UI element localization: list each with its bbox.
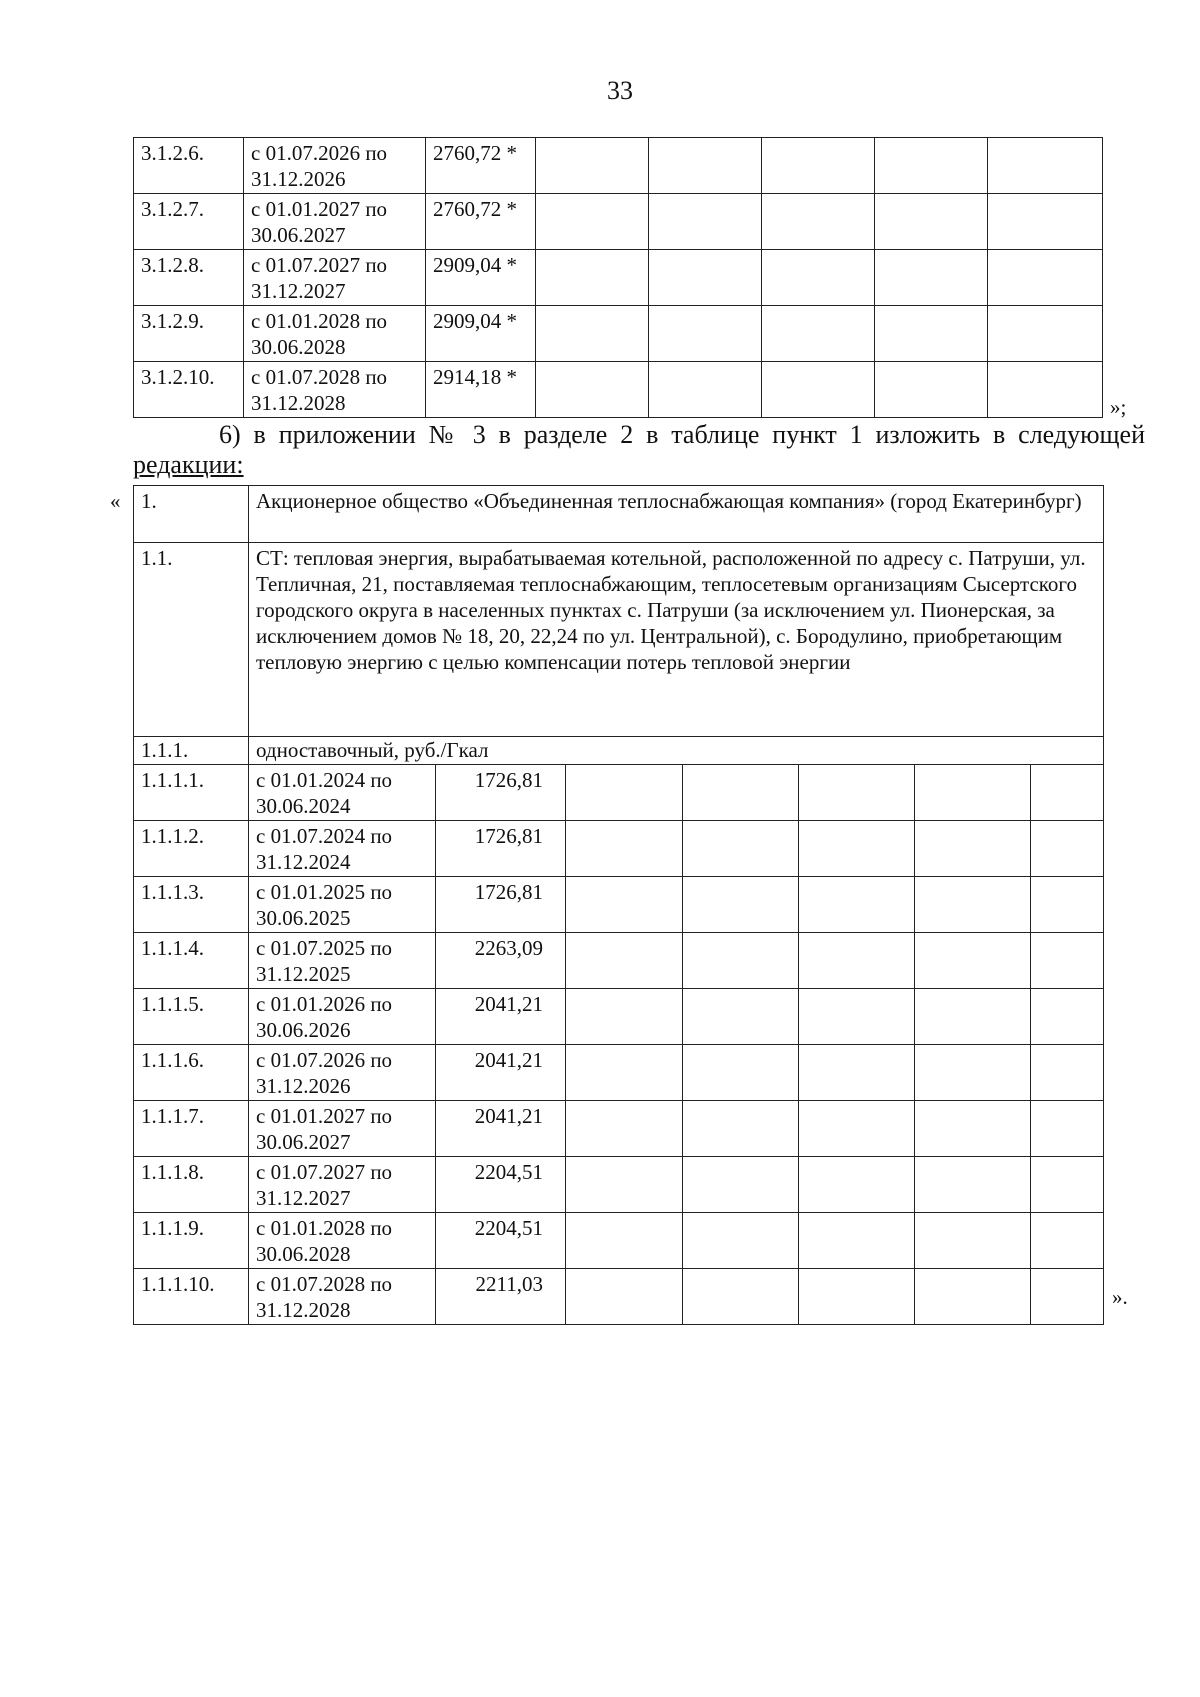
empty-cell [915,1101,1031,1157]
row-code: 1.1.1.6. [134,1045,249,1101]
row-code: 3.1.2.9. [134,306,244,362]
organization-row [134,486,1104,543]
empty-cell [1031,933,1104,989]
empty-cell [566,1101,683,1157]
row-code: 1.1.1.3. [134,877,249,933]
empty-cell [875,306,988,362]
period-cell [244,306,426,362]
empty-cell [875,138,988,194]
tariff-value: 2211,03 [436,1269,566,1325]
empty-cell [915,989,1031,1045]
empty-cell [988,306,1103,362]
empty-cell [799,1269,915,1325]
tariff-value: 2909,04 * [426,250,536,306]
empty-cell [799,933,915,989]
row-code: 1.1. [134,543,249,737]
table-row [134,1269,1104,1325]
period-cell [249,933,436,989]
tariff-value: 2041,21 [436,1045,566,1101]
instruction-last-word: редакции: [133,450,244,479]
empty-cell [536,306,649,362]
empty-cell [799,765,915,821]
empty-cell [649,250,762,306]
empty-cell [799,989,915,1045]
empty-cell [566,1157,683,1213]
tariff-value: 2760,72 * [426,194,536,250]
table-row [134,1101,1104,1157]
empty-cell [988,194,1103,250]
period-cell [249,989,436,1045]
row-code: 1.1.1.4. [134,933,249,989]
empty-cell [566,1213,683,1269]
table-row [134,877,1104,933]
empty-cell [683,1101,799,1157]
rate-type-row [134,737,1104,765]
empty-cell [762,306,875,362]
period-end: 31.12.2027 [256,1186,351,1210]
table-row [134,933,1104,989]
period-cell [249,1269,436,1325]
row-code: 1. [134,486,249,543]
period-end: 31.12.2028 [256,1298,351,1322]
period-cell [249,1045,436,1101]
period-end: 31.12.2027 [251,279,346,303]
empty-cell [683,1157,799,1213]
empty-cell [988,138,1103,194]
description-text: СТ: тепловая энергия, вырабатываемая котельной, расположенной по адресу с. Патруши, ул. Тепличная, 21, поставляемая теплоснабжающим, теплосетевым организациям Сысертского городского округа в населенных пунктах с. Патруши (за исключением ул. Пионерская, за исключением домов № 18, 20, 22,24 по ул. Центральной), с. Бородулино, приобретающим тепловую энергию с целью компенсации потерь тепловой энергии [249,543,1104,737]
empty-cell [566,989,683,1045]
empty-cell [799,1157,915,1213]
description-row [134,543,1104,737]
empty-cell [762,362,875,418]
tariff-value: 2760,72 * [426,138,536,194]
period-start: с 01.07.2026 по [256,1048,393,1072]
closing-quote-mark: »; [1110,395,1127,419]
tariff-value: 2041,21 [436,1101,566,1157]
period-start: с 01.01.2024 по [256,768,393,792]
period-start: с 01.07.2027 по [251,253,388,277]
row-code: 1.1.1.1. [134,765,249,821]
row-code: 3.1.2.7. [134,194,244,250]
period-cell [249,1101,436,1157]
period-cell [249,877,436,933]
period-end: 31.12.2026 [256,1074,351,1098]
empty-cell [566,1269,683,1325]
row-code: 3.1.2.6. [134,138,244,194]
period-cell [244,250,426,306]
tariff-table-bottom [133,485,1104,1325]
period-end: 31.12.2025 [256,962,351,986]
empty-cell [649,138,762,194]
tariff-value: 1726,81 [436,765,566,821]
period-cell [249,821,436,877]
amendment-instruction [133,420,1145,480]
page-number: 33 [607,76,633,105]
period-start: с 01.01.2025 по [256,880,393,904]
tariff-value: 2909,04 * [426,306,536,362]
empty-cell [915,1157,1031,1213]
empty-cell [1031,1213,1104,1269]
empty-cell [1031,821,1104,877]
empty-cell [915,765,1031,821]
tariff-table-bottom-body [134,486,1104,1325]
period-end: 30.06.2024 [256,794,351,818]
empty-cell [799,821,915,877]
empty-cell [566,1045,683,1101]
row-code: 1.1.1.10. [134,1269,249,1325]
empty-cell [683,877,799,933]
period-start: с 01.07.2026 по [251,141,388,165]
empty-cell [536,138,649,194]
tariff-value: 1726,81 [436,821,566,877]
table-row [134,765,1104,821]
period-end: 31.12.2028 [251,391,346,415]
tariff-value: 1726,81 [436,877,566,933]
empty-cell [875,362,988,418]
empty-cell [762,250,875,306]
empty-cell [762,138,875,194]
period-end: 30.06.2025 [256,906,351,930]
period-start: с 01.01.2026 по [256,992,393,1016]
empty-cell [875,250,988,306]
period-start: с 01.01.2027 по [256,1104,393,1128]
tariff-value: 2204,51 [436,1157,566,1213]
instruction-text: 6) в приложении № 3 в разделе 2 в таблице пункт 1 изложить в следующей [219,420,1145,449]
empty-cell [915,821,1031,877]
empty-cell [915,1213,1031,1269]
empty-cell [536,362,649,418]
period-end: 30.06.2028 [256,1242,351,1266]
empty-cell [875,194,988,250]
period-cell [249,1157,436,1213]
empty-cell [566,933,683,989]
period-cell [249,1213,436,1269]
period-start: с 01.01.2028 по [256,1216,393,1240]
empty-cell [799,1045,915,1101]
empty-cell [683,1269,799,1325]
tariff-table-top-body [134,138,1103,418]
empty-cell [915,1269,1031,1325]
empty-cell [683,1045,799,1101]
empty-cell [1031,989,1104,1045]
row-code: 1.1.1.2. [134,821,249,877]
period-cell [244,138,426,194]
table-row [134,989,1104,1045]
row-code: 1.1.1.5. [134,989,249,1045]
period-end: 30.06.2027 [251,223,346,247]
opening-quote-mark: « [110,489,121,513]
organization-name: Акционерное общество «Объединенная теплоснабжающая компания» (город Екатеринбург) [249,486,1104,543]
tariff-value: 2914,18 * [426,362,536,418]
table-row [134,362,1103,418]
empty-cell [683,1213,799,1269]
period-cell [249,765,436,821]
period-end: 30.06.2026 [256,1018,351,1042]
empty-cell [683,821,799,877]
table-row [134,1213,1104,1269]
empty-cell [762,194,875,250]
period-start: с 01.01.2027 по [251,197,388,221]
period-start: с 01.01.2028 по [251,309,388,333]
row-code: 1.1.1. [134,737,249,765]
empty-cell [1031,1269,1104,1325]
table-row [134,306,1103,362]
tariff-value: 2263,09 [436,933,566,989]
period-cell [244,362,426,418]
period-end: 30.06.2027 [256,1130,351,1154]
period-start: с 01.07.2028 по [256,1272,393,1296]
tariff-table-top [133,137,1103,418]
empty-cell [683,765,799,821]
empty-cell [799,1213,915,1269]
rate-type-text: одноставочный, руб./Гкал [249,737,1104,765]
empty-cell [683,989,799,1045]
empty-cell [649,306,762,362]
row-code: 3.1.2.8. [134,250,244,306]
row-code: 1.1.1.7. [134,1101,249,1157]
empty-cell [915,877,1031,933]
empty-cell [683,933,799,989]
period-start: с 01.07.2025 по [256,936,393,960]
empty-cell [536,250,649,306]
period-start: с 01.07.2024 по [256,824,393,848]
empty-cell [988,362,1103,418]
period-end: 31.12.2026 [251,167,346,191]
empty-cell [915,1045,1031,1101]
empty-cell [988,250,1103,306]
empty-cell [566,877,683,933]
row-code: 3.1.2.10. [134,362,244,418]
closing-quote-mark-final: ». [1112,1285,1128,1309]
empty-cell [1031,1157,1104,1213]
period-end: 31.12.2024 [256,850,351,874]
empty-cell [1031,877,1104,933]
row-code: 1.1.1.9. [134,1213,249,1269]
empty-cell [536,194,649,250]
row-code: 1.1.1.8. [134,1157,249,1213]
empty-cell [649,362,762,418]
period-start: с 01.07.2027 по [256,1160,393,1184]
period-start: с 01.07.2028 по [251,365,388,389]
empty-cell [566,765,683,821]
table-row [134,1045,1104,1101]
empty-cell [799,1101,915,1157]
table-row [134,138,1103,194]
table-row [134,194,1103,250]
tariff-value: 2204,51 [436,1213,566,1269]
table-row [134,250,1103,306]
empty-cell [1031,1101,1104,1157]
table-row [134,1157,1104,1213]
period-cell [244,194,426,250]
tariff-value: 2041,21 [436,989,566,1045]
empty-cell [1031,1045,1104,1101]
empty-cell [915,933,1031,989]
empty-cell [1031,765,1104,821]
empty-cell [799,877,915,933]
table-row [134,821,1104,877]
period-end: 30.06.2028 [251,335,346,359]
empty-cell [649,194,762,250]
empty-cell [566,821,683,877]
